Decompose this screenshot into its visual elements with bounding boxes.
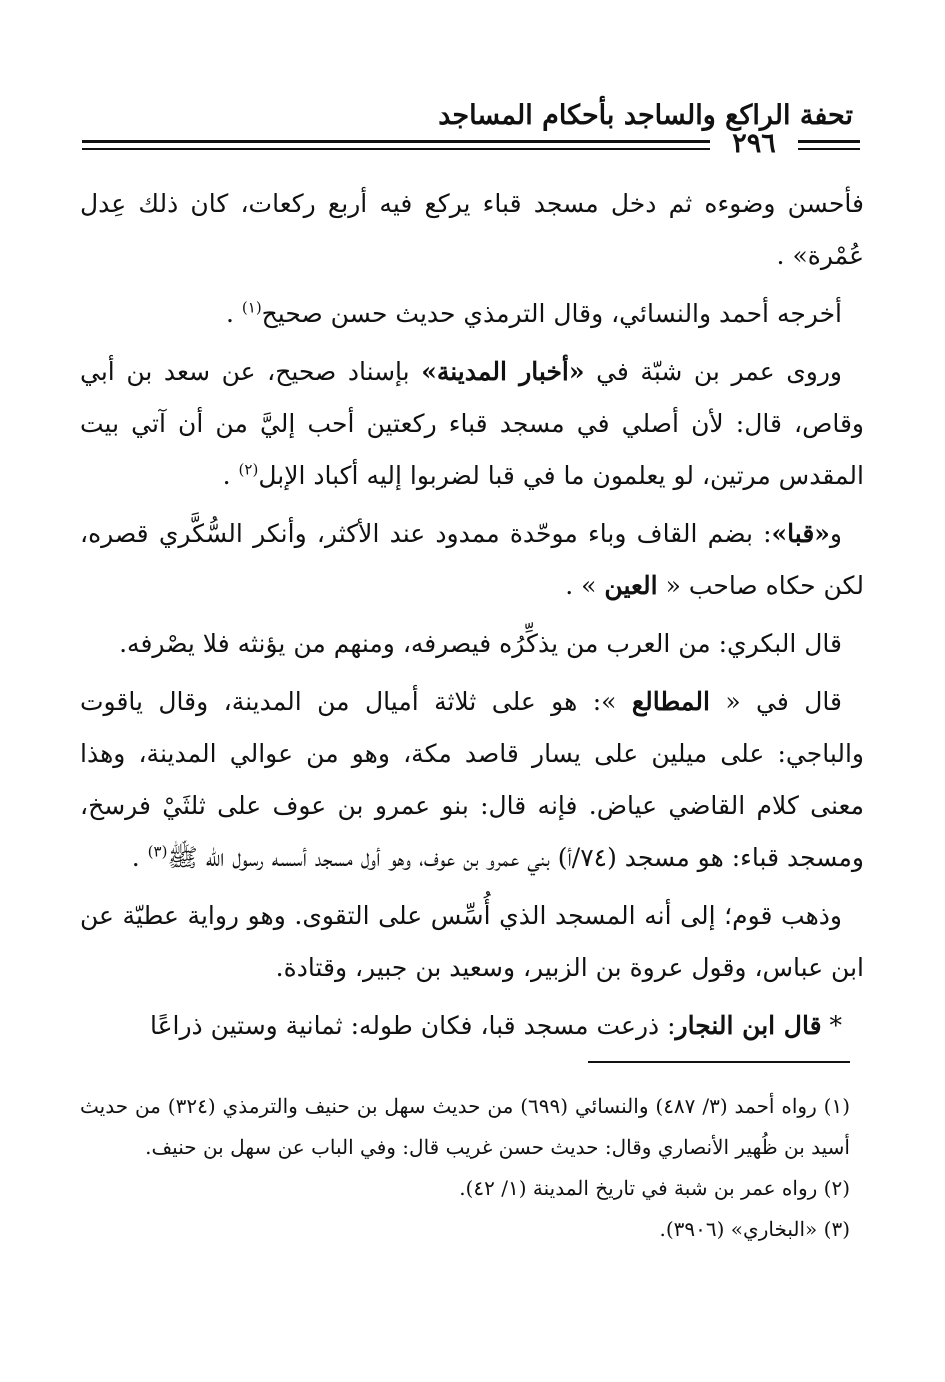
paragraph-5-text: قال البكري: من العرب من يذكِّرُه فيصرفه، ومنهم من يؤنثه فلا يصْرفه. xyxy=(119,629,842,658)
main-text xyxy=(80,178,864,1058)
paragraph-6 xyxy=(80,676,864,884)
book-title-alayn: العين xyxy=(604,571,658,600)
paragraph-6-end: . xyxy=(131,843,148,872)
book-title-almatali: المطالع xyxy=(631,687,710,716)
paragraph-3-text-b: بإسناد صحيح، عن سعد بن أبي وقاص، قال: لأن أصلي في مسجد قباء ركعتين أحب إليَّ من أن آتي بيت المقدس مرتين، لو يعلمون ما في قبا لضربوا إليه أكباد الإبل xyxy=(80,357,864,490)
paragraph-4-text-c: » . xyxy=(565,571,605,600)
header-double-rule-right xyxy=(798,140,860,150)
paragraph-2-end: . xyxy=(225,299,242,328)
paragraph-8-text: : ذرعت مسجد قبا، فكان طوله: ثمانية وستين ذراعًا xyxy=(149,1011,676,1040)
asterisk-marker: * xyxy=(821,1011,842,1040)
footnotes xyxy=(80,1086,850,1250)
paragraph-8 xyxy=(80,1000,864,1052)
footnote-separator xyxy=(588,1061,850,1063)
heading-ibn-alnajjar: قال ابن النجار xyxy=(675,1011,822,1040)
paragraph-3-end: . xyxy=(222,461,239,490)
paragraph-6-text-a: قال في « xyxy=(709,687,842,716)
paragraph-4 xyxy=(80,508,864,612)
paragraph-2 xyxy=(80,288,864,340)
term-quba: «قبا» xyxy=(771,519,830,548)
header-double-rule-left xyxy=(82,140,710,150)
paragraph-2-text: أخرجه أحمد والنسائي، وقال الترمذي حديث حسن صحيح xyxy=(261,299,842,328)
footnote-3: (٣) «البخاري» (٣٩٠٦). xyxy=(659,1217,850,1241)
footnote-2: (٢) رواه عمر بن شبة في تاريخ المدينة (١/ ٤٢). xyxy=(459,1176,850,1200)
paragraph-6-text-b: »: هو على ثلاثة أميال من المدينة، وقال ياقوت والباجي: على ميلين على يسار قاصد مكة، وهو من عوالي المدينة، وهذا معنى كلام القاضي عياض. فإنه قال: بنو عمرو بن عوف على ثلثَيْ فرسخ، ومسجد قباء: هو مسجد (٧٤/أ) بني عمرو بن عوف، وهو أول مسجد أسسه رسول اللّه ﷺ xyxy=(80,687,864,872)
footnote-ref-2[interactable]: (٢) xyxy=(238,460,259,479)
paragraph-1 xyxy=(80,178,864,282)
paragraph-3 xyxy=(80,346,864,502)
running-header-title: تحفة الراكع والساجد بأحكام المساجد xyxy=(438,100,853,131)
paragraph-1-text: فأحسن وضوءه ثم دخل مسجد قباء يركع فيه أربع ركعات، كان ذلك عِدل عُمْرة» . xyxy=(80,189,864,270)
paragraph-4-text-a: و xyxy=(829,519,842,548)
paragraph-4-text-b: : بضم القاف وباء موحّدة ممدود عند الأكثر، وأنكر السُّكَّري قصره، لكن حكاه صاحب « xyxy=(80,519,864,600)
paragraph-5 xyxy=(80,618,864,670)
paragraph-3-text-a: وروى عمر بن شبّة في xyxy=(584,357,842,386)
footnote-ref-3[interactable]: (٣) xyxy=(147,842,168,861)
paragraph-7 xyxy=(80,890,864,994)
footnote-1: (١) رواه أحمد (٣/ ٤٨٧) والنسائي (٦٩٩) من حديث سهل بن حنيف والترمذي (٣٢٤) من حديث أسيد بن ظُهير الأنصاري وقال: حديث حسن غريب قال: وفي الباب عن سهل بن حنيف. xyxy=(80,1094,851,1159)
paragraph-7-text: وذهب قوم؛ إلى أنه المسجد الذي أُسِّس على التقوى. وهو رواية عطيّة عن ابن عباس، وقول عروة بن الزبير، وسعيد بن جبير، وقتادة. xyxy=(80,901,864,982)
book-title-akhbar-almadina: «أخبار المدينة» xyxy=(421,357,585,386)
footnote-ref-1[interactable]: (١) xyxy=(241,298,262,317)
page-number: ٢٩٦ xyxy=(732,128,776,159)
